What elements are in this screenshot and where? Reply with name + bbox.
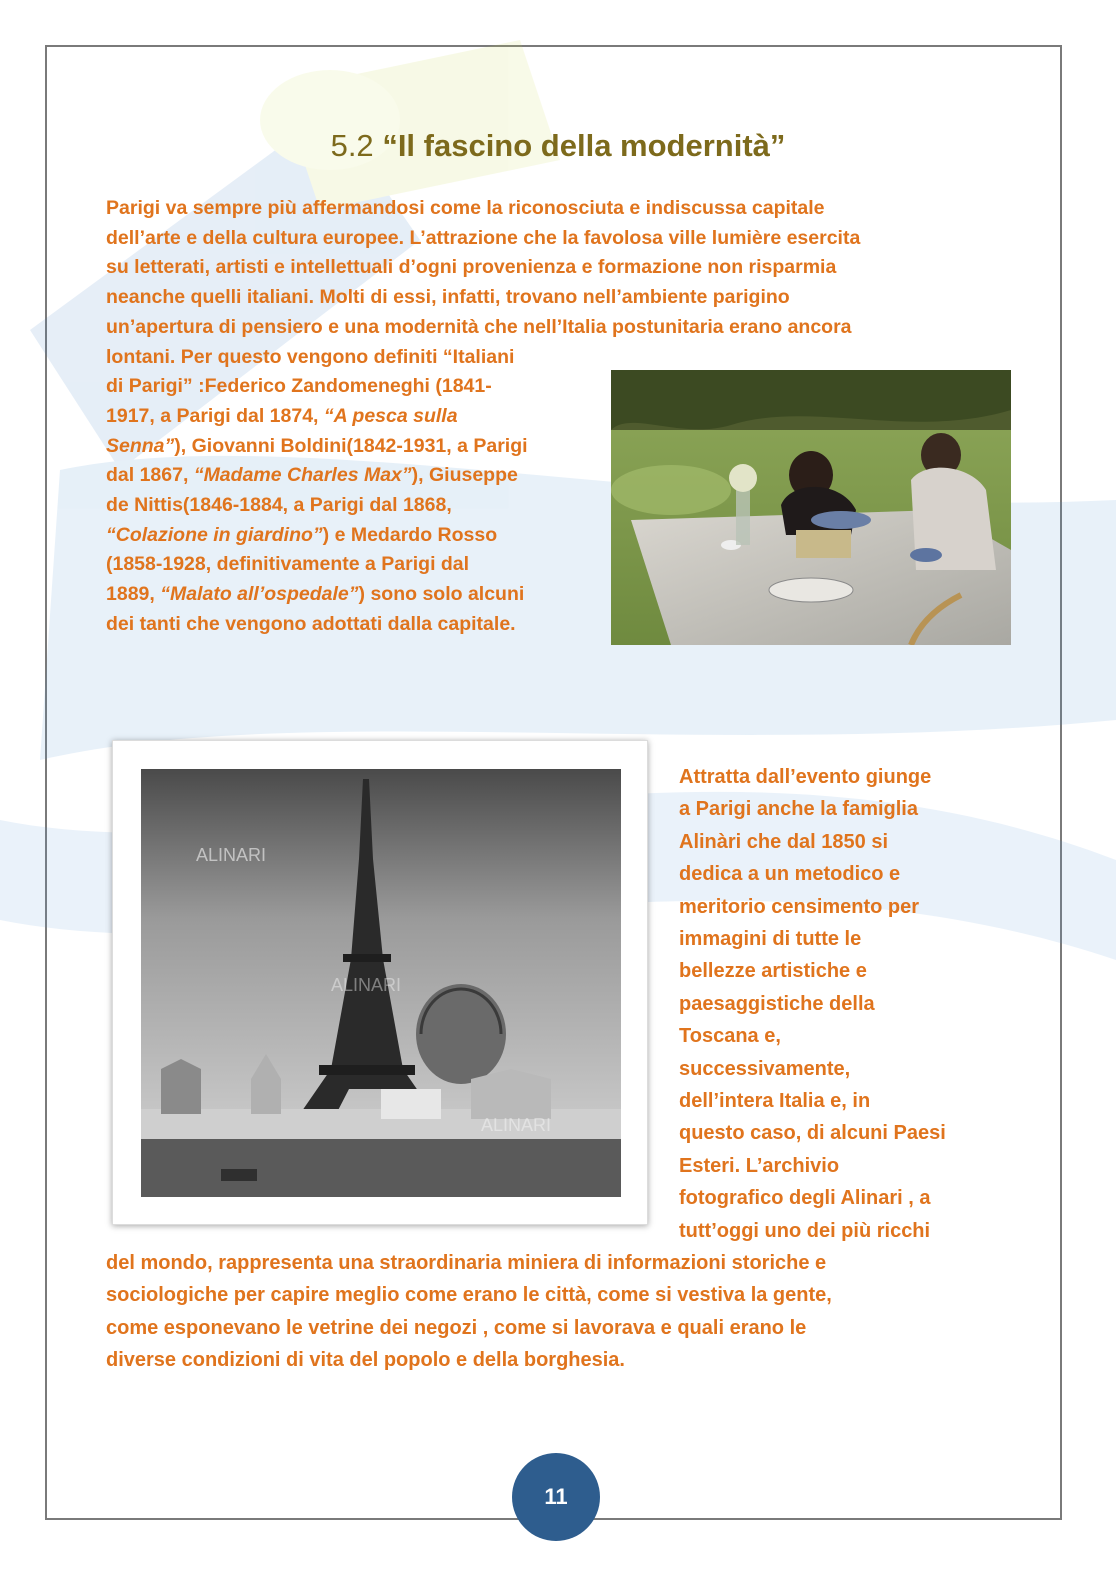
alinari-line: meritorio censimento per — [679, 895, 920, 918]
photo-card — [112, 740, 648, 1225]
intro-line: un’apertura di pensiero e una modernità che nell’Italia postunitaria erano ancora — [106, 315, 852, 338]
intro-line: di Parigi” :Federico Zandomeneghi (1841- — [106, 375, 492, 398]
section-title: “Il fascino della modernità” — [382, 128, 786, 163]
closing-line: diverse condizioni di vita del popolo e della borghesia. — [106, 1349, 625, 1372]
section-number: 5.2 — [330, 128, 374, 163]
intro-line: dal 1867, “Madame Charles Max”), Giuseppe — [106, 464, 518, 487]
intro-line: dei tanti che vengono adottati dalla capitale. — [106, 612, 516, 635]
intro-line: (1858-1928, definitivamente a Parigi dal — [106, 553, 470, 576]
intro-line: de Nittis(1846-1884, a Parigi dal 1868, — [106, 494, 452, 517]
eiffel-photo-illustration — [141, 769, 621, 1197]
intro-line: dell’arte e della cultura europee. L’attrazione che la favolosa ville lumière esercita — [106, 226, 861, 249]
closing-line: sociologiche per capire meglio come erano le città, come si vestiva la gente, — [106, 1284, 832, 1307]
alinari-line: dedica a un metodico e — [679, 863, 901, 886]
alinari-line: paesaggistiche della — [679, 992, 875, 1015]
alinari-line: Alinàri che dal 1850 si — [679, 830, 888, 853]
intro-line: neanche quelli italiani. Molti di essi, infatti, trovano nell’ambiente parigino — [106, 286, 790, 309]
alinari-line: Esteri. L’archivio — [679, 1154, 840, 1177]
intro-line: su letterati, artisti e intellettuali d’ogni provenienza e formazione non risparmia — [106, 256, 837, 279]
alinari-line: successivamente, — [679, 1057, 851, 1080]
intro-line: lontani. Per questo vengono definiti “Italiani — [106, 345, 515, 368]
eiffel-tower-photo — [141, 769, 621, 1197]
alinari-line: questo caso, di alcuni Paesi — [679, 1122, 946, 1145]
alinari-paragraph — [679, 761, 946, 1247]
photo-watermark-text: ALINARI — [196, 845, 267, 865]
alinari-line: a Parigi anche la famiglia — [679, 798, 918, 821]
intro-line: 1917, a Parigi dal 1874, “A pesca sulla — [106, 404, 458, 427]
intro-line: 1889, “Malato all’ospedale”) sono solo alcuni — [106, 583, 525, 606]
intro-line: “Colazione in giardino”) e Medardo Rosso — [106, 523, 498, 546]
alinari-line: immagini di tutte le — [679, 928, 862, 951]
alinari-line: tutt’oggi uno dei più ricchi — [679, 1219, 931, 1242]
painting-illustration — [611, 370, 1011, 645]
alinari-line: Attratta dall’evento giunge — [679, 766, 932, 788]
intro-line: Senna”), Giovanni Boldini(1842-1931, a Parigi — [106, 434, 528, 457]
closing-line: del mondo, rappresenta una straordinaria miniera di informazioni storiche e — [106, 1252, 827, 1274]
alinari-line: dell’intera Italia e, in — [679, 1090, 871, 1113]
alinari-line: Toscana e, — [679, 1025, 781, 1048]
closing-paragraph — [106, 1247, 832, 1377]
photo-watermark-text: ALINARI — [481, 1115, 552, 1135]
painting-image — [611, 370, 1011, 645]
closing-line: come esponevano le vetrine dei negozi , come si lavorava e quali erano le — [106, 1316, 807, 1339]
alinari-line: fotografico degli Alinari , a — [679, 1187, 931, 1210]
page-title — [0, 128, 1116, 164]
photo-watermark-text: ALINARI — [331, 975, 402, 995]
intro-line: Parigi va sempre più affermandosi come la riconosciuta e indiscussa capitale — [106, 197, 825, 219]
page-number-badge: 11 — [512, 1453, 600, 1541]
alinari-line: bellezze artistiche e — [679, 960, 867, 983]
